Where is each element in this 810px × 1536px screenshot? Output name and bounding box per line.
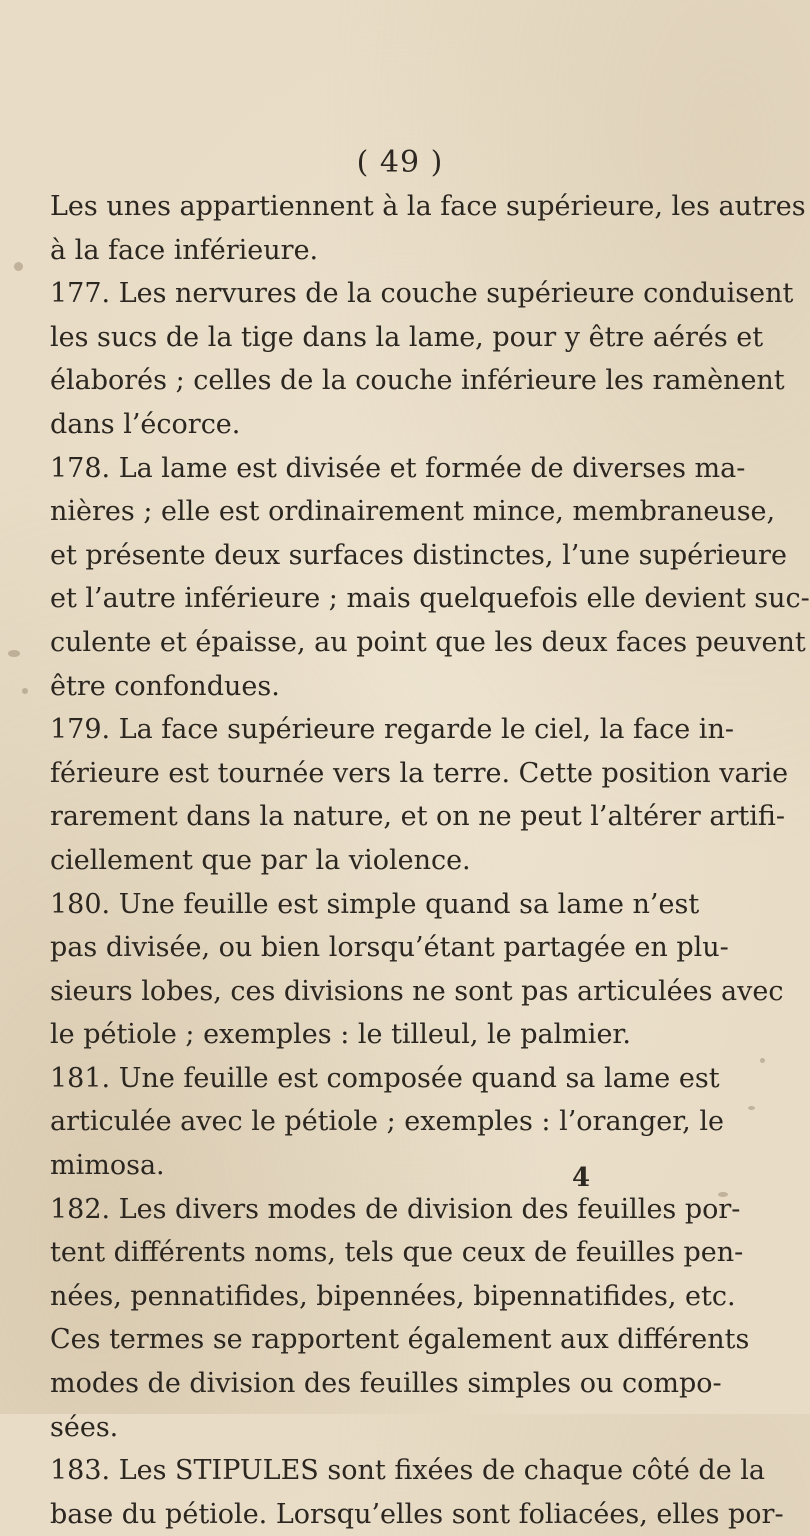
text-line: 180. Une feuille est simple quand sa lame n’est — [50, 888, 700, 920]
text-line: Les unes appartiennent à la face supérieure, les autres — [50, 191, 806, 222]
text-line: et l’autre inférieure ; mais quelquefois elle devient suc- — [50, 583, 810, 615]
page-number: ( 49 ) — [356, 145, 444, 180]
text-line: 181. Une feuille est composée quand sa lame est — [50, 1062, 720, 1094]
text-line: nières ; elle est ordinairement mince, membraneuse, — [50, 496, 776, 528]
text-line: sées. — [50, 1411, 119, 1443]
text-line: les sucs de la tige dans la lame, pour y être aérés et — [50, 321, 764, 353]
text-line: 183. Les STIPULES sont fixées de chaque côté de la — [50, 1455, 765, 1487]
text-line: modes de division des feuilles simples ou compo- — [50, 1368, 722, 1400]
signature-mark: 4 — [572, 1163, 591, 1193]
text-line: pas divisée, ou bien lorsqu’étant partagée en plu- — [50, 932, 729, 964]
text-line: base du pétiole. Lorsqu’elles sont foliacées, elles por- — [50, 1498, 784, 1530]
text-line: à la face inférieure. — [50, 234, 319, 266]
text-line: férieure est tournée vers la terre. Cette position varie — [50, 757, 789, 789]
text-line: nées, pennatifides, bipennées, bipennatifides, etc. — [50, 1280, 736, 1312]
text-line: mimosa. — [50, 1150, 165, 1182]
paper-speck — [22, 688, 28, 694]
text-line: rarement dans la nature, et on ne peut l’altérer artifi- — [50, 801, 786, 833]
text-line: 182. Les divers modes de division des feuilles por- — [50, 1193, 741, 1225]
text-line: Ces termes se rapportent également aux différents — [50, 1324, 750, 1356]
text-line: 178. La lame est divisée et formée de diverses ma- — [50, 452, 746, 484]
text-line: culente et épaisse, au point que les deux faces peuvent — [50, 626, 806, 658]
text-line: le pétiole ; exemples : le tilleul, le palmier. — [50, 1019, 631, 1051]
text-line: sieurs lobes, ces divisions ne sont pas articulées avec — [50, 975, 784, 1007]
text-line: ciellement que par la violence. — [50, 844, 471, 876]
text-line: 179. La face supérieure regarde le ciel, la face in- — [50, 714, 734, 746]
text-line: articulée avec le pétiole ; exemples : l’oranger, le — [50, 1106, 724, 1138]
text-line: élaborés ; celles de la couche inférieure les ramènent — [50, 365, 785, 397]
body-text — [50, 185, 810, 1536]
text-line: être confondues. — [50, 670, 280, 702]
paper-speck — [760, 1058, 765, 1063]
paper-speck — [8, 650, 20, 657]
text-line: dans l’écorce. — [50, 408, 241, 440]
text-line: et présente deux surfaces distinctes, l’une supérieure — [50, 539, 787, 571]
paper-speck — [14, 262, 23, 271]
paper-speck — [718, 1192, 728, 1197]
text-line: tent différents noms, tels que ceux de feuilles pen- — [50, 1237, 744, 1269]
paper-speck — [748, 1106, 755, 1110]
text-line: 177. Les nervures de la couche supérieure conduisent — [50, 278, 794, 310]
